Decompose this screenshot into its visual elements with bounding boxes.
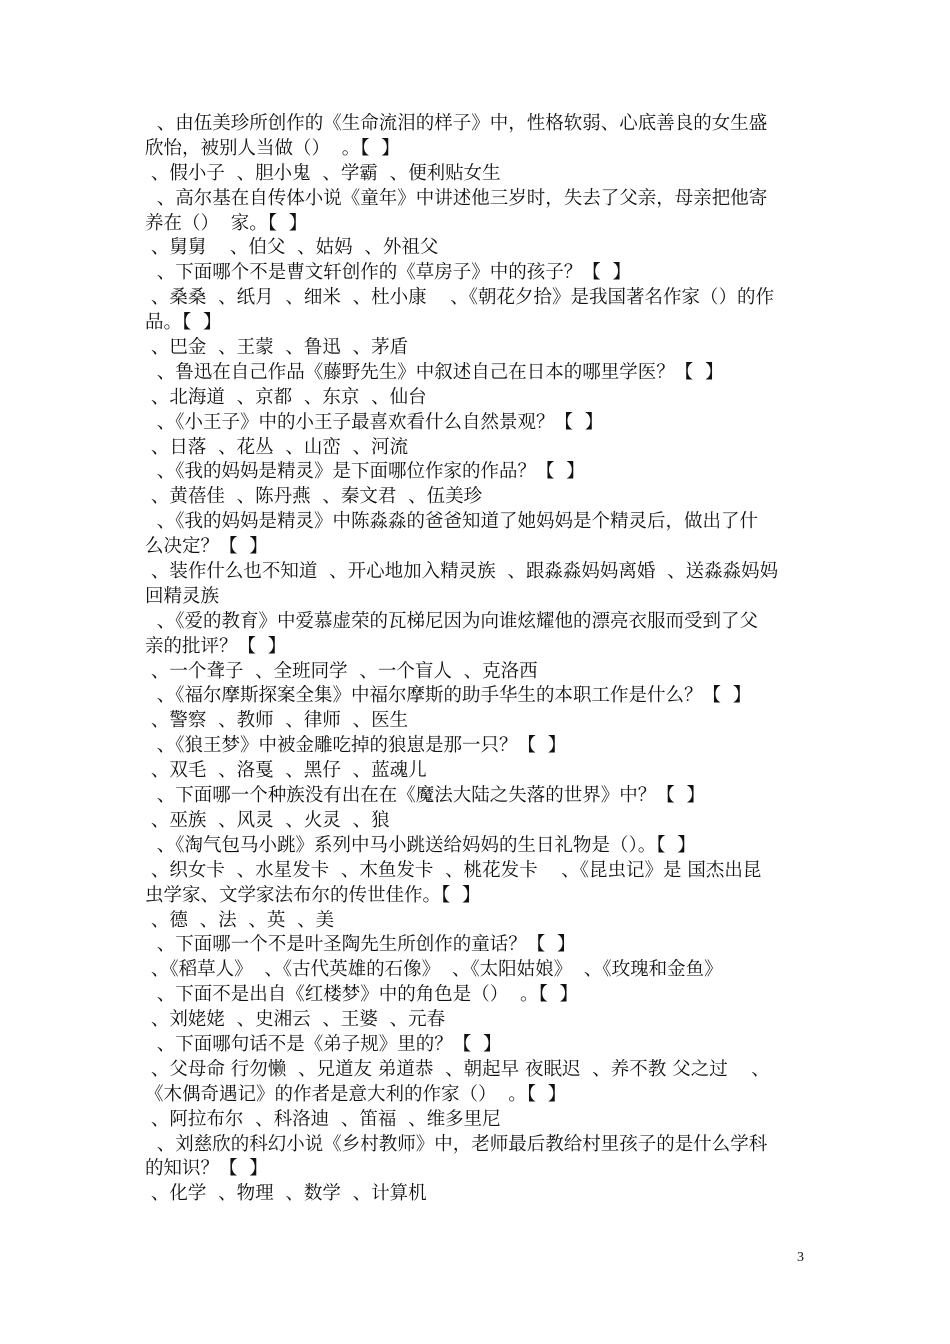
text-line: 、《我的妈妈是精灵》是下面哪位作家的作品？【 】 [145,461,585,483]
text-line: 、《我的妈妈是精灵》中陈淼淼的爸爸知道了她妈妈是个精灵后，做出了什 [145,511,759,533]
text-line: 、刘慈欣的科幻小说《乡村教师》中，老师最后教给村里孩子的是什么学科 [145,1133,768,1155]
text-line: 、刘姥姥 、史湘云 、王婆 、元春 [145,1009,446,1031]
text-line: 、《小王子》中的小王子最喜欢看什么自然景观？【 】 [145,411,604,433]
text-line: 么决定？【 】 [145,536,268,558]
text-line: 亲的批评？【 】 [145,635,287,657]
text-line: 《木偶奇遇记》的作者是意大利的作家（） 。【 】 [145,1083,567,1105]
text-line: 、《狼王梦》中被金雕吃掉的狼崽是那一只？【 】 [145,735,567,757]
text-line: 、黄蓓佳 、陈丹燕 、秦文君 、伍美珍 [145,486,483,508]
text-line: 、父母命 行勿懒 、兄道友 弟道恭 、朝起早 夜眠迟 、养不教 父之过 、 [145,1058,770,1080]
text-line: 、双毛 、洛戛 、黑仔 、蓝魂儿 [145,760,427,782]
text-line: 、下面哪句话不是《弟子规》里的？【 】 [145,1033,502,1055]
text-line: 、化学 、物理 、数学 、计算机 [145,1183,427,1205]
text-line: 、织女卡 、水星发卡 、木鱼发卡 、桃花发卡 、《昆虫记》是 国杰出昆 [145,859,762,881]
text-line: 、《爱的教育》中爱慕虚荣的瓦梯尼因为向谁炫耀他的漂亮衣服而受到了父 [145,610,759,632]
text-line: 、装作什么也不知道 、开心地加入精灵族 、跟淼淼妈妈离婚 、送淼淼妈妈 [145,561,779,583]
text-line: 、舅舅 、伯父 、姑妈 、外祖父 [145,237,439,259]
text-line: 、《淘气包马小跳》系列中马小跳送给妈妈的生日礼物是（）。【 】 [145,834,696,856]
text-line: 、《福尔摩斯探案全集》中福尔摩斯的助手华生的本职工作是什么？【 】 [145,685,752,707]
text-line: 、日落 、花丛 、山峦 、河流 [145,436,409,458]
text-line: 、下面哪个不是曹文轩创作的《草房子》中的孩子？【 】 [145,262,632,284]
text-line: 品。【 】 [145,312,222,334]
text-line: 养在（） 家。【 】 [145,212,308,234]
text-line: 回精灵族 [145,585,220,607]
text-line: 、下面不是出自《红楼梦》中的角色是（） 。【 】 [145,984,579,1006]
text-line: 、高尔基在自传体小说《童年》中讲述他三岁时，失去了父亲，母亲把他寄 [145,187,768,209]
text-line: 、巴金 、王蒙 、鲁迅 、茅盾 [145,337,409,359]
text-line: 、《稻草人》 、《古代英雄的石像》 、《太阳姑娘》 、《玫瑰和金鱼》 [145,959,723,981]
text-line: 、由伍美珍所创作的《生命流泪的样子》中，性格软弱、心底善良的女生盛 [145,113,768,134]
text-line: 、下面哪一个种族没有出在在《魔法大陆之失落的世界》中？【 】 [145,785,706,807]
text-line: 、北海道 、京都 、东京 、仙台 [145,386,427,408]
text-line: 、下面哪一个不是叶圣陶先生所创作的童话？【 】 [145,934,576,956]
text-line: 、德 、法 、英 、美 [145,909,335,931]
page-number: 3 [797,1250,804,1265]
text-line: 、桑桑 、纸月 、细米 、杜小康 、《朝花夕拾》是我国著名作家（）的作 [145,287,774,309]
text-line: 虫学家、文学家法布尔的传世佳作。【 】 [145,884,481,906]
text-line: 、巫族 、风灵 、火灵 、狼 [145,809,390,831]
text-line: 、阿拉布尔 、科洛迪 、笛福 、维多里尼 [145,1108,501,1130]
text-line: 、假小子 、胆小鬼 、学霸 、便利贴女生 [145,162,501,184]
text-line: 、警察 、教师 、律师 、医生 [145,710,409,732]
text-line: 的知识？【 】 [145,1158,268,1180]
text-line: 、一个聋子 、全班同学 、一个盲人 、克洛西 [145,660,538,682]
document-body [145,112,810,1207]
text-line: 欣怡，被别人当做（） 。【 】 [145,137,400,159]
text-line: 、鲁迅在自己作品《藤野先生》中叙述自己在日本的哪里学医？【 】 [145,361,724,383]
